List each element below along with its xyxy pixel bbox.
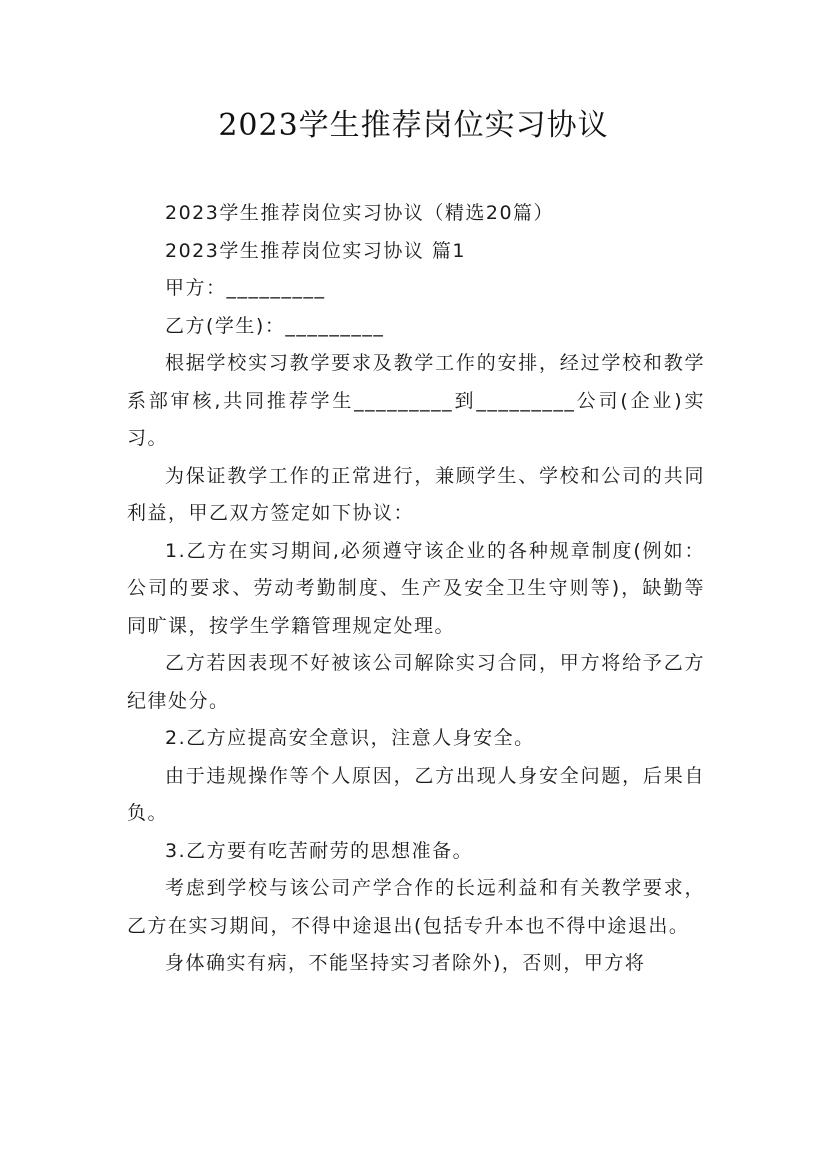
paragraph-party-b: 乙方(学生)：_________ bbox=[165, 314, 385, 337]
paragraph-subtitle: 2023学生推荐岗位实习协议（精选20篇） bbox=[165, 202, 555, 224]
paragraph-clause-3: 3.乙方要有吃苦耐劳的思想准备。 bbox=[165, 839, 474, 862]
paragraph-clause-1: 1.乙方在实习期间,必须遵守该企业的各种规章制度(例如：公司的要求、劳动考勤制度、生产及安全卫生守则等)，缺勤等同旷课，按学生学籍管理规定处理。 bbox=[127, 539, 705, 637]
paragraph-intro: 根据学校实习教学要求及教学工作的安排，经过学校和教学系部审核,共同推荐学生_________到_________公司(企业)实习。 bbox=[127, 352, 705, 449]
paragraph-purpose: 为保证教学工作的正常进行，兼顾学生、学校和公司的共同利益，甲乙双方签定如下协议： bbox=[127, 464, 705, 524]
paragraph-clause-1-note: 乙方若因表现不好被该公司解除实习合同，甲方将给予乙方纪律处分。 bbox=[127, 652, 705, 712]
paragraph-clause-2-note: 由于违规操作等个人原因，乙方出现人身安全问题，后果自负。 bbox=[127, 764, 705, 824]
paragraph-clause-3-exception: 身体确实有病，不能坚持实习者除外)，否则，甲方将 bbox=[165, 952, 646, 974]
paragraph-section-heading: 2023学生推荐岗位实习协议 篇1 bbox=[165, 239, 466, 262]
paragraph-party-a: 甲方：_________ bbox=[165, 277, 326, 299]
paragraph-clause-2: 2.乙方应提高安全意识，注意人身安全。 bbox=[165, 727, 535, 749]
document-body bbox=[127, 195, 705, 983]
document-title: 2023学生推荐岗位实习协议 bbox=[218, 108, 609, 143]
paragraph-clause-3-detail: 考虑到学校与该公司产学合作的长远利益和有关教学要求，乙方在实习期间，不得中途退出(包括专升本也不得中途退出。 bbox=[127, 877, 705, 937]
